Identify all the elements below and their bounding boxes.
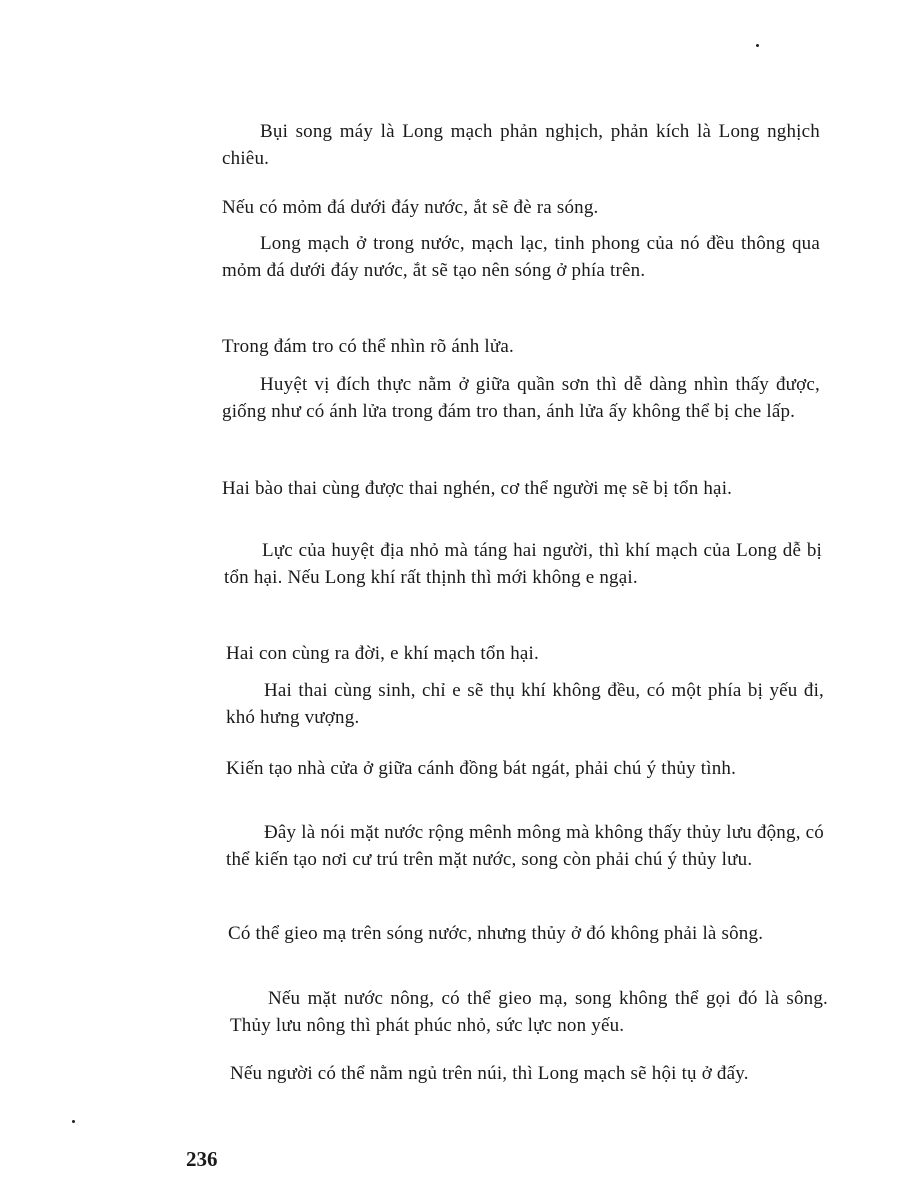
verse-paragraph: Nếu người có thể nằm ngủ trên núi, thì Long mạch sẽ hội tụ ở đấy. — [230, 1063, 749, 1084]
verse-paragraph: Trong đám tro có thể nhìn rõ ánh lửa. — [222, 336, 514, 357]
commentary-paragraph: Long mạch ở trong nước, mạch lạc, tinh phong của nó đều thông qua mỏm đá dưới đáy nước, ắt sẽ tạo nên sóng ở phía trên. — [222, 233, 820, 281]
commentary-paragraph: Lực của huyệt địa nhỏ mà táng hai người, thì khí mạch của Long dễ bị tổn hại. Nếu Long khí rất thịnh thì mới không e ngại. — [224, 540, 822, 588]
verse-paragraph: Kiến tạo nhà cửa ở giữa cánh đồng bát ngát, phải chú ý thủy tình. — [226, 758, 737, 779]
scan-speck — [756, 44, 759, 47]
commentary-paragraph: Hai thai cùng sinh, chỉ e sẽ thụ khí không đều, có một phía bị yếu đi, khó hưng vượng. — [226, 680, 824, 728]
page-number: 236 — [186, 1147, 218, 1171]
verse-paragraph: Hai con cùng ra đời, e khí mạch tổn hại. — [226, 643, 539, 664]
verse-paragraph: Có thể gieo mạ trên sóng nước, nhưng thủy ở đó không phải là sông. — [228, 923, 764, 944]
commentary-paragraph: Nếu mặt nước nông, có thể gieo mạ, song không thể gọi đó là sông. Thủy lưu nông thì phát phúc nhỏ, sức lực non yếu. — [230, 988, 828, 1036]
commentary-paragraph: Đây là nói mặt nước rộng mênh mông mà không thấy thủy lưu động, có thể kiến tạo nơi cư trú trên mặt nước, song còn phải chú ý thủy lưu. — [226, 822, 824, 870]
verse-paragraph: Nếu có mỏm đá dưới đáy nước, ắt sẽ đè ra sóng. — [222, 197, 599, 218]
commentary-paragraph: Bụi song máy là Long mạch phản nghịch, phản kích là Long nghịch chiêu. — [222, 121, 820, 169]
verse-paragraph: Hai bào thai cùng được thai nghén, cơ thể người mẹ sẽ bị tổn hại. — [222, 478, 733, 499]
scan-speck — [72, 1120, 75, 1123]
commentary-paragraph: Huyệt vị đích thực nằm ở giữa quần sơn thì dễ dàng nhìn thấy được, giống như có ánh lửa trong đám tro than, ánh lửa ấy không thể bị che lấp. — [222, 374, 820, 422]
